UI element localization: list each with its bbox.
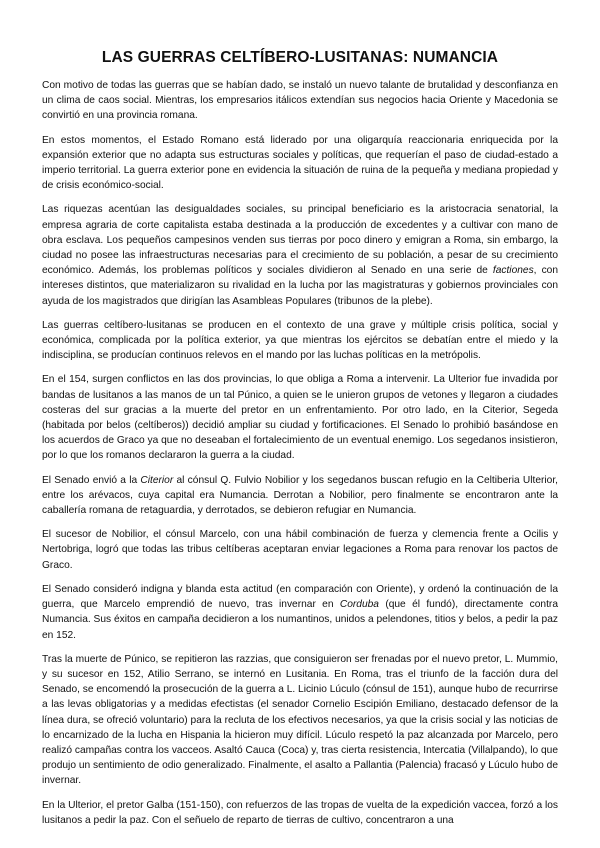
paragraph bbox=[42, 202, 558, 308]
paragraph-text: al cónsul Q. Fulvio Nobilior y los segedanos buscan refugio en la Celtiberia Ulterior, entre los arévacos, cuya capital era Numancia. Derrotan a Nobilior, pero finalmente se encontraron ante la caballería romana de retaguardia, y derrotados, se debieron refugiar en Numancia. bbox=[42, 474, 558, 517]
document-body bbox=[42, 78, 558, 828]
paragraph-text: Las riquezas acentúan las desigualdades sociales, su principal beneficiario es la aristocracia senatorial, la empresa agraria de corte capitalista estaba destinada a la producción de excedentes y a cultivar con mano de obra esclava. Los pequeños campesinos venden sus tierras por poco dinero y emigran a Roma, sin embargo, la ciudad no posee las infraestructuras necesarias para el crecimiento de su población, a pesar de su crecimiento económico. Además, los problemas políticos y sociales dividieron al Senado en una serie de bbox=[42, 204, 558, 277]
paragraph bbox=[42, 798, 558, 828]
paragraph bbox=[42, 133, 558, 194]
paragraph bbox=[42, 527, 558, 573]
paragraph-text: (que él fundó), directamente contra Numancia. Sus éxitos en campaña decidieron a los numantinos, unidos a pelendones, titios y belos, a pedir la paz en 152. bbox=[42, 599, 558, 641]
paragraph-text: En estos momentos, el Estado Romano está liderado por una oligarquía reaccionaria enriquecida por la expansión exterior que no adapta sus estructuras sociales y políticas, que requerían el paso de ciudad-estado a imperio territorial. La guerra exterior pone en evidencia la situación de ruina de la pequeña y mediana propiedad y de crisis económico-social. bbox=[42, 134, 558, 192]
paragraph-text: El Senado envió a la bbox=[42, 474, 141, 486]
paragraph-text: , con intereses distintos, que materializaron su rivalidad en la lucha por las magistraturas y gobiernos provinciales con ayuda de los magistrados que dirigían las Asambleas Populares (tribunos de la plebe). bbox=[42, 265, 558, 307]
italic-term: Citerior bbox=[140, 474, 174, 486]
paragraph-text: El Senado consideró indigna y blanda esta actitud (en comparación con Oriente), y ordenó la continuación de la guerra, que Marcelo emprendió de nuevo, tras invernar en bbox=[42, 583, 558, 611]
italic-term: Corduba bbox=[339, 599, 379, 611]
paragraph-text: Tras la muerte de Púnico, se repitieron las razzias, que consiguieron ser frenadas por el nuevo pretor, L. Mummio, y su sucesor en 152, Atilio Serrano, se internó en Lusitania. En Roma, tras el triunfo de la facción dura del Senado, se encomendó la prosecución de la guerra a L. Licinio Lúculo (cónsul de 151), aunque hubo de recurrirse a las levas obligatorias y a medidas efectistas (el senador Cornelio Escipión Emiliano, destacado defensor de la línea dura, se ofreció voluntario) para la recluta de los efectivos necesarios, ya que la crisis social y las noticias de lo encarnizado de la lucha en Hispania la hicieron muy difícil. Lúculo respetó la paz alcanzada por Marcelo, pero realizó campañas contra los vacceos. Asaltó Cauca (Coca) y, tras cierta resistencia, Intercatia (Villalpando), lo que produjo un sentimiento de odio generalizado. Finalmente, el asalto a Pallantia (Palencia) fracasó y Lúculo hubo de invernar. bbox=[42, 653, 558, 787]
italic-term: factiones bbox=[492, 265, 534, 277]
paragraph bbox=[42, 473, 558, 519]
document-page bbox=[42, 48, 558, 837]
paragraph-text: Con motivo de todas las guerras que se habían dado, se instaló un nuevo talante de brutalidad y desconfianza en un clima de caos social. Mientras, los empresarios itálicos extendían sus negocios hacia Oriente y Macedonia se convirtió en una provincia romana. bbox=[42, 80, 558, 122]
paragraph-text: En la Ulterior, el pretor Galba (151-150), con refuerzos de las tropas de vuelta de la expedición vaccea, forzó a los lusitanos a pedir la paz. Con el señuelo de reparto de tierras de cultivo, concentraron a una bbox=[42, 799, 558, 826]
paragraph bbox=[42, 652, 558, 789]
page-title: LAS GUERRAS CELTÍBERO-LUSITANAS: NUMANCIA bbox=[101, 49, 499, 66]
paragraph-text: Las guerras celtíbero-lusitanas se producen en el contexto de una grave y múltiple crisis política, social y económica, complicada por la política exterior, ya que mientras los ejércitos se debatían entre el miedo y la indisciplina, se producían continuos relevos en el mando por las luchas políticas en la metrópolis. bbox=[42, 319, 558, 362]
paragraph bbox=[42, 372, 558, 463]
paragraph bbox=[42, 318, 558, 364]
paragraph-text: En el 154, surgen conflictos en las dos provincias, lo que obliga a Roma a intervenir. La Ulterior fue invadida por bandas de lusitanos a las manos de un tal Púnico, a quien se le unieron grupos de vetones y llegaron a ciudades costeras del sur gracias a la muerte del pretor en un enfrentamiento. Por otro lado, en la Citerior, Segeda (habitada por belos (celtíberos)) decidió ampliar su ciudad y fortificaciones. El Senado lo prohibió basándose en los acuerdos de Graco ya que no deseaban el fortalecimiento de un eventual enemigo. Los segedanos insistieron, por lo que los romanos declararon la guerra a la ciudad. bbox=[42, 374, 558, 462]
paragraph bbox=[42, 582, 558, 643]
paragraph bbox=[42, 78, 558, 124]
paragraph-text: El sucesor de Nobilior, el cónsul Marcelo, con una hábil combinación de fuerza y clemencia frente a Ocilis y Nertobriga, logró que todas las tribus celtíberas aceptaran enviar legaciones a Roma para renovar los pactos de Graco. bbox=[42, 529, 558, 571]
